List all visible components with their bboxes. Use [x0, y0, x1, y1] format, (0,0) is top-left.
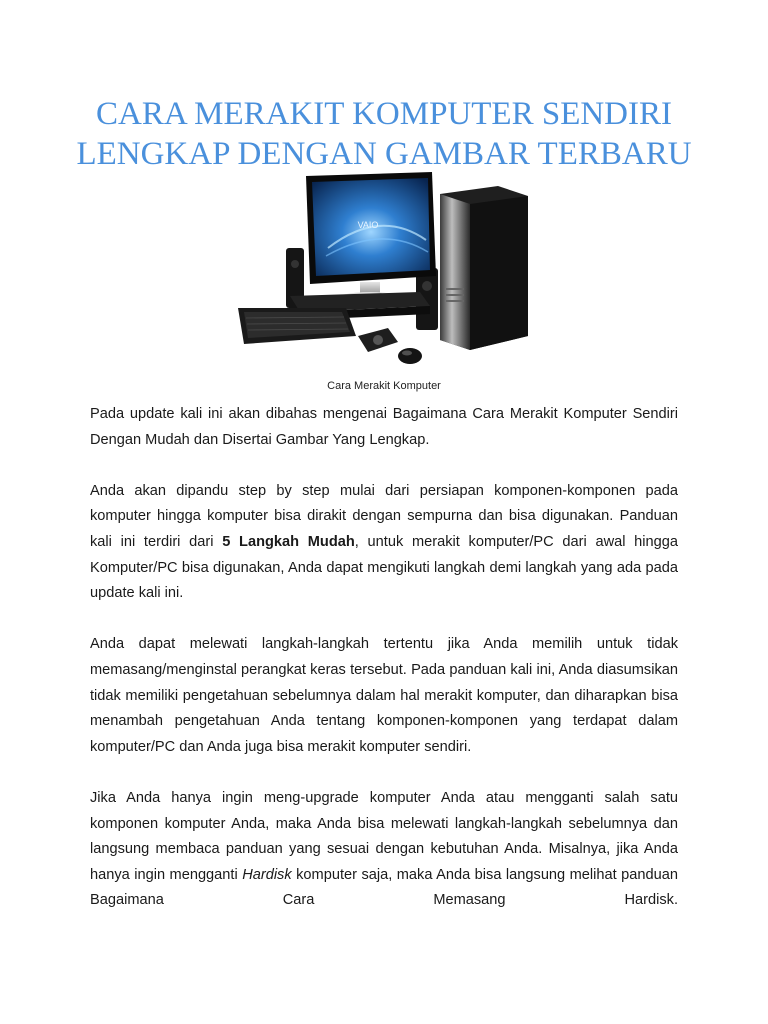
pc-tower	[440, 186, 528, 350]
title-line-2: LENGKAP DENGAN GAMBAR TERBARU	[76, 136, 692, 172]
paragraph-2-bold-text: 5 Langkah Mudah	[222, 533, 355, 550]
paragraph-4-text-b: komputer saja, maka Anda bisa langsung melihat panduan Bagaimana Cara Memasang Hardisk.	[90, 866, 678, 909]
paragraph-2	[90, 479, 678, 607]
mouse	[398, 348, 422, 364]
paragraph-4-text-a: Jika Anda hanya ingin meng-upgrade komputer Anda atau mengganti salah satu komponen komputer Anda, maka Anda bisa melewati langkah-langkah sebelumnya dan langsung membaca panduan yang sesuai dengan kebutuhan Anda. Misalnya, jika Anda hanya ingin mengganti	[90, 789, 678, 883]
vaio-logo: VAIO	[357, 220, 379, 230]
title-line-1: CARA MERAKIT KOMPUTER SENDIRI	[95, 96, 673, 132]
paragraph-4	[90, 786, 678, 914]
paragraph-2-text-b: , untuk merakit komputer/PC dari awal hingga Komputer/PC bisa digunakan, Anda dapat mengikuti langkah demi langkah yang ada pada update kali ini.	[90, 533, 679, 602]
remote-control	[358, 328, 398, 352]
keyboard	[238, 308, 356, 344]
paragraph-4-italic-text: Hardisk	[242, 866, 292, 883]
image-caption: Cara Merakit Komputer	[327, 380, 441, 392]
article-body	[90, 402, 678, 939]
paragraph-2-text-a: Anda akan dipandu step by step mulai dari persiapan komponen-komponen pada komputer hingga komputer bisa dirakit dengan sempurna dan bisa digunakan. Panduan kali ini terdiri dari	[90, 482, 678, 550]
paragraph-3: Anda dapat melewati langkah-langkah tertentu jika Anda memilih untuk tidak memasang/menginstal perangkat keras tersebut. Pada panduan kali ini, Anda diasumsikan tidak memiliki pengetahuan sebelumnya dalam hal merakit komputer, dan diharapkan bisa menambah pengetahuan Anda tentang komponen-komponen yang terdapat dalam komputer/PC dan Anda juga bisa merakit komputer sendiri.	[90, 636, 678, 755]
paragraph-1: Pada update kali ini akan dibahas mengenai Bagaimana Cara Merakit Komputer Sendiri Dengan Mudah dan Disertai Gambar Yang Lengkap.	[90, 406, 678, 448]
computer-image	[230, 168, 534, 374]
document-title	[40, 94, 728, 174]
